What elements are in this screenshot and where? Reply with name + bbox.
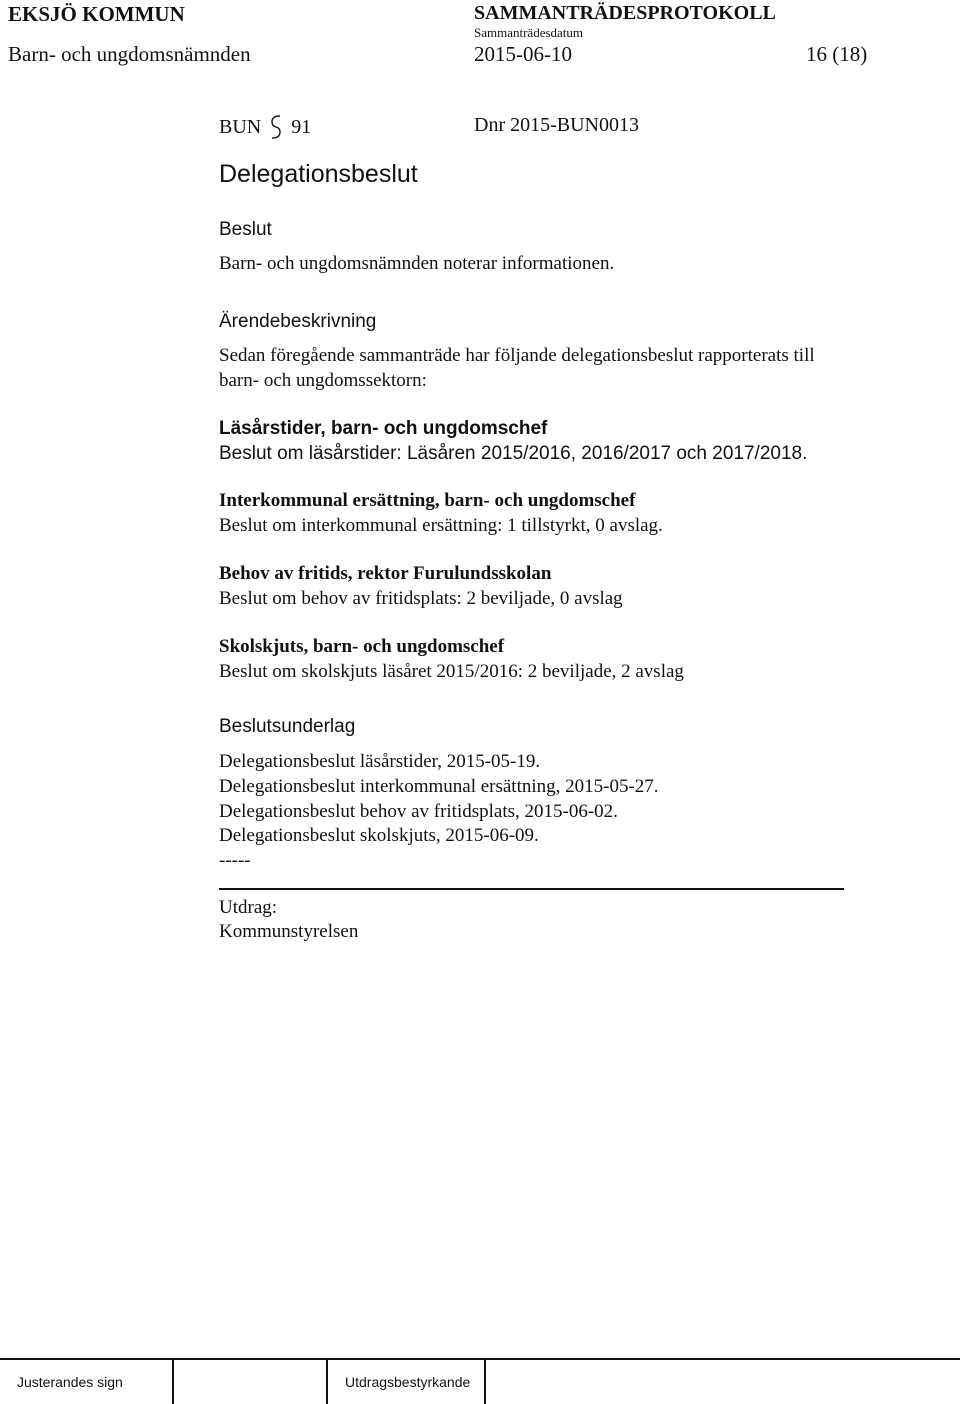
meeting-date: 2015-06-10 bbox=[474, 42, 572, 66]
footer-divider bbox=[326, 1360, 328, 1404]
item-text-interkommunal: Beslut om interkommunal ersättning: 1 tillstyrkt, 0 avslag. bbox=[219, 515, 663, 536]
footer-divider bbox=[172, 1360, 174, 1404]
section-sign-icon bbox=[269, 114, 283, 140]
item-text-lasarstider: Beslut om läsårstider: Läsåren 2015/2016, 2016/2017 och 2017/2018. bbox=[219, 443, 808, 464]
case-num: 91 bbox=[291, 116, 312, 138]
page-title: Delegationsbeslut bbox=[219, 160, 418, 188]
item-text-skolskjuts: Beslut om skolskjuts läsåret 2015/2016: 2 beviljade, 2 avslag bbox=[219, 661, 684, 682]
description-intro-line2: barn- och ungdomssektorn: bbox=[219, 370, 427, 391]
page-number: 16 (18) bbox=[806, 42, 868, 66]
basis-heading: Beslutsunderlag bbox=[219, 716, 356, 737]
footer-divider bbox=[484, 1360, 486, 1404]
footer-rule bbox=[0, 1358, 960, 1360]
case-prefix: BUN bbox=[219, 116, 262, 138]
decision-text: Barn- och ungdomsnämnden noterar informationen. bbox=[219, 253, 615, 274]
item-text-fritids: Beslut om behov av fritidsplats: 2 beviljade, 0 avslag bbox=[219, 588, 623, 609]
basis-item: Delegationsbeslut behov av fritidsplats, 2015-06-02. bbox=[219, 801, 618, 822]
description-heading: Ärendebeskrivning bbox=[219, 311, 377, 332]
description-intro-line1: Sedan föregående sammanträde har följande delegationsbeslut rapporterats till bbox=[219, 345, 815, 366]
item-heading-interkommunal: Interkommunal ersättning, barn- och ungdomschef bbox=[219, 490, 636, 511]
item-heading-fritids: Behov av fritids, rektor Furulundsskolan bbox=[219, 563, 552, 584]
extract-recipient: Kommunstyrelsen bbox=[219, 921, 359, 942]
item-heading-skolskjuts: Skolskjuts, barn- och ungdomschef bbox=[219, 636, 505, 657]
decision-heading: Beslut bbox=[219, 219, 272, 240]
protocol-title: SAMMANTRÄDESPROTOKOLL bbox=[474, 2, 776, 24]
basis-item: Delegationsbeslut interkommunal ersättning, 2015-05-27. bbox=[219, 776, 659, 797]
certification-label: Utdragsbestyrkande bbox=[345, 1374, 471, 1390]
basis-item: Delegationsbeslut skolskjuts, 2015-06-09. bbox=[219, 825, 539, 846]
basis-item: Delegationsbeslut läsårstider, 2015-05-19. bbox=[219, 751, 541, 772]
organization-name: EKSJÖ KOMMUN bbox=[8, 2, 185, 26]
date-label: Sammanträdesdatum bbox=[474, 25, 584, 40]
signature-label: Justerandes sign bbox=[17, 1374, 123, 1390]
item-heading-lasarstider: Läsårstider, barn- och ungdomschef bbox=[219, 418, 548, 439]
basis-separator: ----- bbox=[219, 850, 251, 871]
extract-label: Utdrag: bbox=[219, 897, 278, 918]
diary-number: Dnr 2015-BUN0013 bbox=[474, 114, 639, 136]
case-number bbox=[219, 114, 311, 140]
board-name: Barn- och ungdomsnämnden bbox=[8, 42, 251, 66]
signature-rule bbox=[219, 888, 844, 890]
